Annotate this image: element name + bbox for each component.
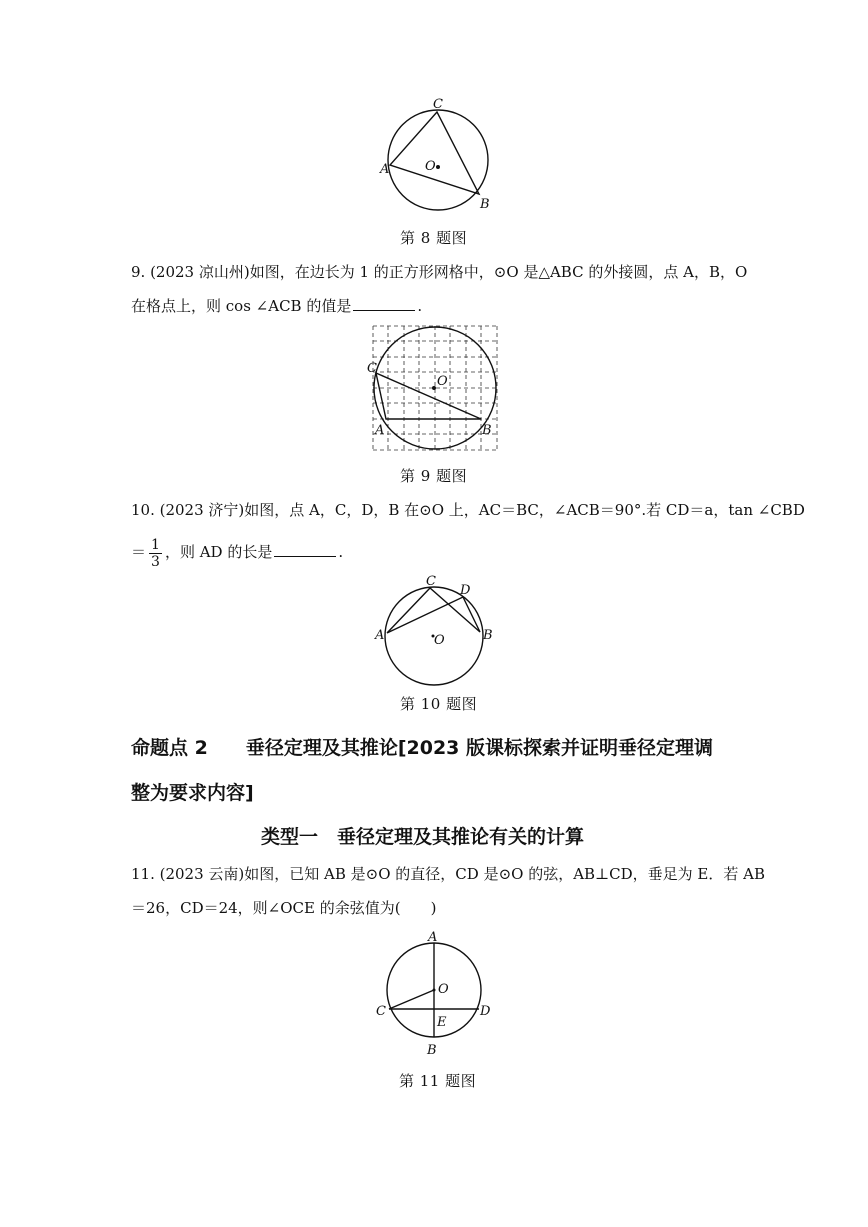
fig10-circle (385, 587, 483, 685)
fig9-center-dot (432, 386, 436, 390)
figure-11-caption: 第 11 题图 (399, 1072, 477, 1090)
figure-9 (373, 326, 497, 450)
fig11-center-dot (433, 989, 436, 992)
fig11-label-o: O (438, 982, 449, 997)
figure-8-caption: 第 8 题图 (400, 229, 468, 247)
fig8-label-c: C (433, 97, 443, 112)
fig10-lines (387, 588, 480, 633)
fraction-numerator: 1 (151, 536, 160, 553)
fig10-label-a: A (375, 628, 385, 643)
figure-10-caption: 第 10 题图 (400, 695, 478, 713)
fig11-label-b: B (427, 1043, 437, 1058)
fig11-label-a: A (428, 930, 438, 945)
question-9-text: 在格点上，则 cos ∠ACB 的值是 (131, 297, 352, 315)
fig11-circle (387, 943, 481, 1037)
fig9-label-c: C (367, 361, 377, 376)
fraction-denominator: 3 (151, 553, 160, 570)
fig9-label-b: B (482, 423, 492, 438)
fig8-center-dot (436, 165, 440, 169)
fig11-label-e: E (437, 1015, 447, 1030)
answer-blank (353, 296, 415, 311)
fig8-label-b: B (480, 197, 490, 212)
question-10-period: . (338, 543, 344, 561)
section-heading-line-2: 整为要求内容] (131, 782, 254, 804)
fig10-label-d: D (460, 583, 471, 598)
figure-10 (385, 587, 483, 685)
question-10-line-1: 10. (2023 济宁)如图，点 A，C，D，B 在⊙O 上，AC＝BC，∠ACB＝90°.若 CD＝a，tan ∠CBD (131, 501, 805, 519)
question-11-line-1: 11. (2023 云南)如图，已知 AB 是⊙O 的直径，CD 是⊙O 的弦，AB⊥CD，垂足为 E．若 AB (131, 865, 766, 883)
fig8-label-o: O (425, 159, 436, 174)
section-heading-line-1: 命题点 2 垂径定理及其推论[2023 版课标探索并证明垂径定理调 (131, 737, 714, 759)
fig10-label-c: C (426, 574, 436, 589)
figure-11 (387, 943, 481, 1037)
fraction-one-third (149, 537, 162, 570)
fig11-label-d: D (480, 1004, 491, 1019)
fig8-circle (388, 110, 488, 210)
fig8-triangle (390, 112, 479, 194)
fig8-label-a: A (380, 162, 390, 177)
fig11-label-c: C (376, 1004, 386, 1019)
fig11-segment-oc (389, 990, 434, 1009)
fig9-label-a: A (375, 423, 385, 438)
fig9-triangle (376, 373, 481, 419)
figure-8 (388, 110, 488, 210)
fig10-label-b: B (483, 628, 493, 643)
question-10-line-2 (131, 534, 343, 570)
fig10-label-o: O (434, 633, 445, 648)
question-11-line-2: ＝26，CD＝24，则∠OCE 的余弦值为( ) (131, 899, 437, 917)
type-subheading: 类型一 垂径定理及其推论有关的计算 (261, 826, 585, 848)
question-10-text: ，则 AD 的长是 (164, 543, 273, 561)
fig10-center-dot (432, 635, 435, 638)
question-10-equals: ＝ (131, 543, 147, 561)
fig9-label-o: O (437, 374, 448, 389)
question-9-period: . (417, 297, 423, 315)
figure-9-caption: 第 9 题图 (400, 467, 468, 485)
question-9-line-1: 9. (2023 凉山州)如图，在边长为 1 的正方形网格中，⊙O 是△ABC 的外接圆，点 A，B，O (131, 263, 748, 281)
answer-blank (274, 542, 336, 557)
fig9-circle (374, 327, 496, 449)
question-9-line-2 (131, 296, 422, 316)
